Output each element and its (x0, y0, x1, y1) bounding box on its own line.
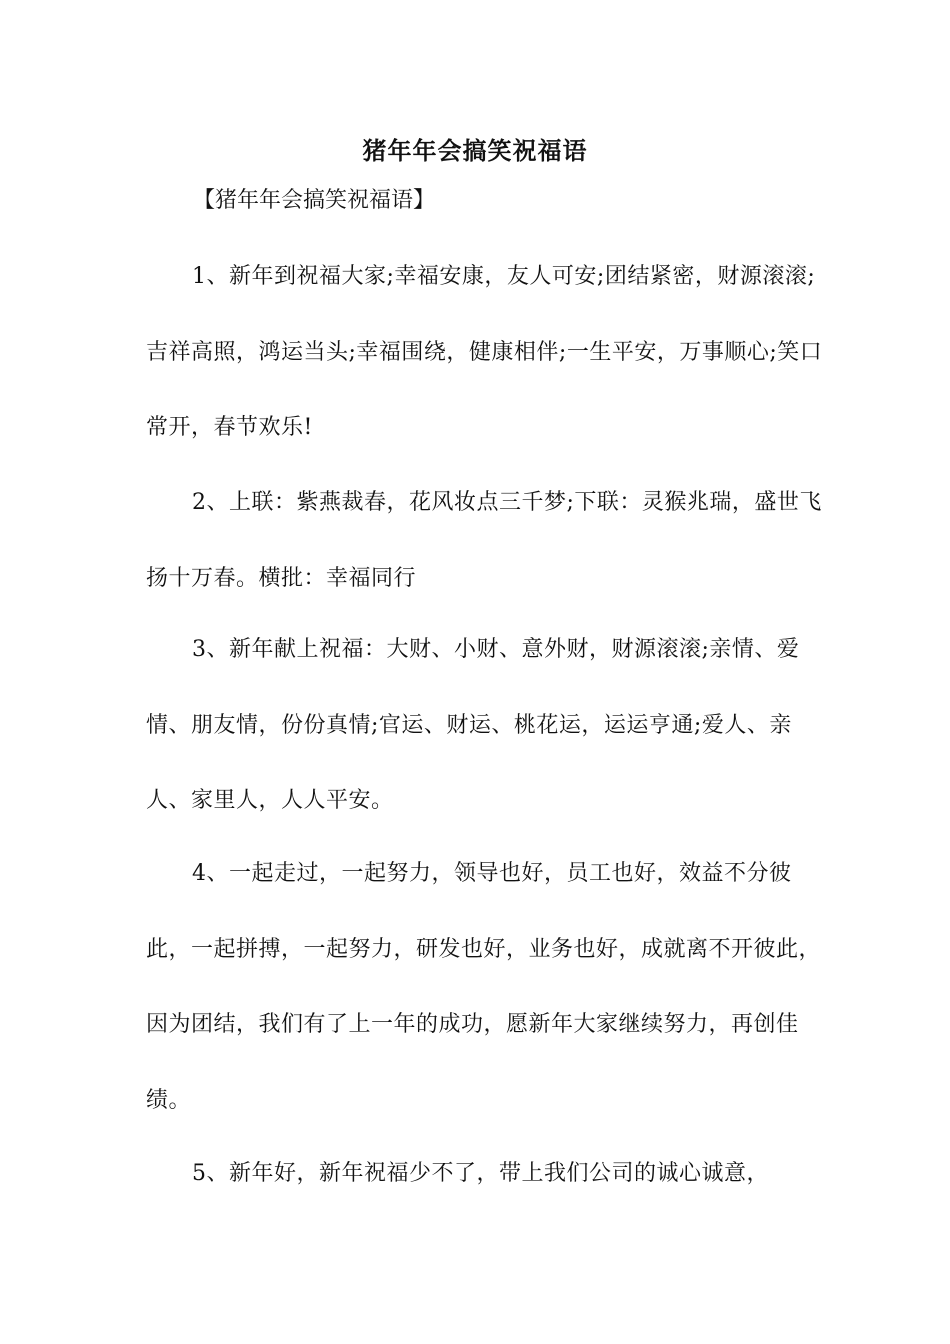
paragraph-5: 5、新年好，新年祝福少不了，带上我们公司的诚心诚意， (192, 1161, 769, 1186)
paragraph-2: 2、上联：紫燕裁春，花风妆点三千梦;下联：灵猴兆瑞，盛世飞扬十万春。横批：幸福同行 (146, 490, 822, 591)
document-title: 猪年年会搞笑祝福语 (362, 137, 588, 165)
paragraph-1: 1、新年到祝福大家;幸福安康，友人可安;团结紧密，财源滚滚;吉祥高照，鸿运当头;幸福围绕，健康相伴;一生平安，万事顺心;笑口常开，春节欢乐! (146, 264, 823, 440)
paragraph-4: 4、一起走过，一起努力，领导也好，员工也好，效益不分彼此，一起拼搏，一起努力，研发也好，业务也好，成就离不开彼此，因为团结，我们有了上一年的成功，愿新年大家继续努力，再创佳绩。 (146, 861, 822, 1113)
paragraph-3: 3、新年献上祝福：大财、小财、意外财，财源滚滚;亲情、爱情、朋友情，份份真情;官运、财运、桃花运，运运亨通;爱人、亲人、家里人，人人平安。 (146, 637, 800, 813)
document-subheading: 【猪年年会搞笑祝福语】 (193, 188, 436, 213)
